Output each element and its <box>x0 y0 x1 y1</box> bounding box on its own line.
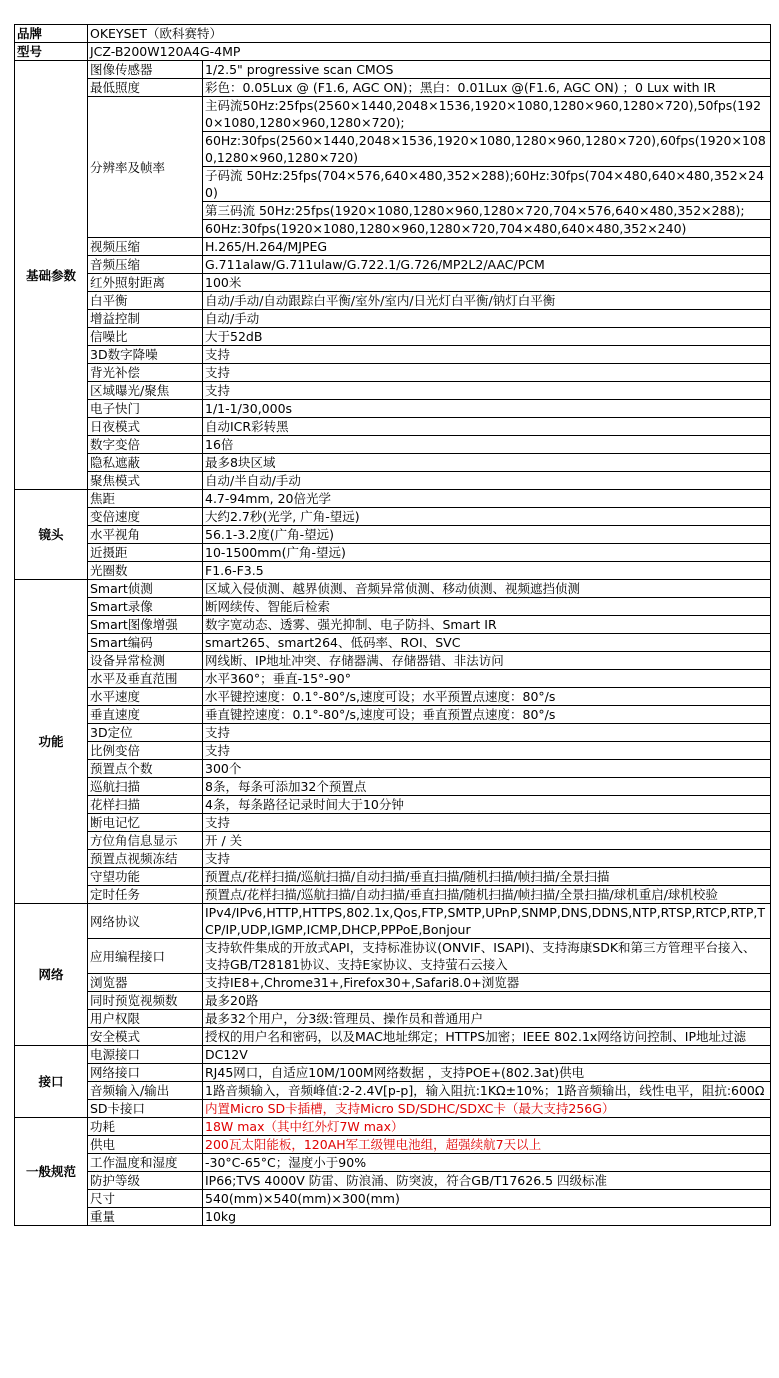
attribute-label: 图像传感器 <box>88 61 203 79</box>
spec-row <box>15 1046 771 1064</box>
attribute-value: 支持IE8+,Chrome31+,Firefox30+,Safari8.0+浏览器 <box>203 974 771 992</box>
attribute-value: IPv4/IPv6,HTTP,HTTPS,802.1x,Qos,FTP,SMTP,UPnP,SNMP,DNS,DDNS,NTP,RTSP,RTCP,RTP,TCP/IP,UDP,IGMP,ICMP,DHCP,PPPoE,Bonjour <box>203 904 771 939</box>
attribute-label: 供电 <box>88 1136 203 1154</box>
attribute-value: 预置点/花样扫描/巡航扫描/自动扫描/垂直扫描/随机扫描/帧扫描/全景扫描 <box>203 868 771 886</box>
attribute-label: 日夜模式 <box>88 418 203 436</box>
attribute-value: 支持 <box>203 346 771 364</box>
attribute-label: 功耗 <box>88 1118 203 1136</box>
attribute-value: 授权的用户名和密码，以及MAC地址绑定；HTTPS加密；IEEE 802.1x网络访问控制、IP地址过滤 <box>203 1028 771 1046</box>
spec-row <box>15 562 771 580</box>
attribute-value: 8条，每条可添加32个预置点 <box>203 778 771 796</box>
spec-row <box>15 992 771 1010</box>
spec-row <box>15 706 771 724</box>
attribute-value: G.711alaw/G.711ulaw/G.722.1/G.726/MP2L2/AAC/PCM <box>203 256 771 274</box>
attribute-value: 水平360°；垂直-15°-90° <box>203 670 771 688</box>
category-label: 网络 <box>15 904 88 1046</box>
attribute-label: 垂直速度 <box>88 706 203 724</box>
attribute-label: 电子快门 <box>88 400 203 418</box>
spec-row <box>15 688 771 706</box>
spec-row <box>15 544 771 562</box>
attribute-label: 水平视角 <box>88 526 203 544</box>
attribute-value: 100米 <box>203 274 771 292</box>
attribute-label: 红外照射距离 <box>88 274 203 292</box>
spec-row <box>15 634 771 652</box>
attribute-value: 300个 <box>203 760 771 778</box>
attribute-label: 预置点视频冻结 <box>88 850 203 868</box>
spec-row <box>15 742 771 760</box>
attribute-label: 最低照度 <box>88 79 203 97</box>
attribute-value: 支持 <box>203 742 771 760</box>
attribute-value: 支持 <box>203 724 771 742</box>
attribute-value: 1/2.5" progressive scan CMOS <box>203 61 771 79</box>
attribute-label: Smart录像 <box>88 598 203 616</box>
category-label: 功能 <box>15 580 88 904</box>
attribute-label: 焦距 <box>88 490 203 508</box>
attribute-value: 自动/半自动/手动 <box>203 472 771 490</box>
spec-row <box>15 778 771 796</box>
attribute-label: 光圈数 <box>88 562 203 580</box>
category-label: 接口 <box>15 1046 88 1118</box>
attribute-value: F1.6-F3.5 <box>203 562 771 580</box>
attribute-value: 水平键控速度：0.1°-80°/s,速度可设；水平预置点速度：80°/s <box>203 688 771 706</box>
model-value: JCZ-B200W120A4G-4MP <box>88 43 771 61</box>
attribute-label: 区域曝光/聚焦 <box>88 382 203 400</box>
attribute-value: 4条，每条路径记录时间大于10分钟 <box>203 796 771 814</box>
attribute-value: 自动ICR彩转黑 <box>203 418 771 436</box>
spec-row <box>15 346 771 364</box>
attribute-value: 200瓦太阳能板，120AH军工级锂电池组，超强续航7天以上 <box>203 1136 771 1154</box>
attribute-value: 大于52dB <box>203 328 771 346</box>
attribute-value: smart265、smart264、低码率、ROI、SVC <box>203 634 771 652</box>
category-label: 基础参数 <box>15 61 88 490</box>
spec-row <box>15 652 771 670</box>
attribute-label: 数字变倍 <box>88 436 203 454</box>
attribute-label: SD卡接口 <box>88 1100 203 1118</box>
attribute-value: 540(mm)×540(mm)×300(mm) <box>203 1190 771 1208</box>
attribute-value: 支持软件集成的开放式API，支持标准协议(ONVIF、ISAPI)、支持海康SDK和第三方管理平台接入、支持GB/T28181协议、支持E家协议、支持萤石云接入 <box>203 939 771 974</box>
attribute-label: 安全模式 <box>88 1028 203 1046</box>
spec-row <box>15 939 771 974</box>
attribute-label: Smart编码 <box>88 634 203 652</box>
spec-row <box>15 974 771 992</box>
spec-row <box>15 1064 771 1082</box>
spec-row <box>15 796 771 814</box>
attribute-label: 防护等级 <box>88 1172 203 1190</box>
attribute-value: 断网续传、智能后检索 <box>203 598 771 616</box>
spec-row <box>15 1028 771 1046</box>
spec-row <box>15 310 771 328</box>
spec-row <box>15 97 771 132</box>
attribute-value: -30°C-65°C；湿度小于90% <box>203 1154 771 1172</box>
category-label: 一般规范 <box>15 1118 88 1226</box>
attribute-label: 比例变倍 <box>88 742 203 760</box>
attribute-label: 巡航扫描 <box>88 778 203 796</box>
attribute-value: 支持 <box>203 364 771 382</box>
attribute-label: 视频压缩 <box>88 238 203 256</box>
spec-row <box>15 598 771 616</box>
attribute-label: 水平速度 <box>88 688 203 706</box>
attribute-label: 音频输入/输出 <box>88 1082 203 1100</box>
attribute-label: 网络协议 <box>88 904 203 939</box>
attribute-label: 守望功能 <box>88 868 203 886</box>
attribute-label: 用户权限 <box>88 1010 203 1028</box>
spec-row <box>15 616 771 634</box>
attribute-value: 大约2.7秒(光学, 广角-望远) <box>203 508 771 526</box>
spec-row <box>15 886 771 904</box>
attribute-value: 预置点/花样扫描/巡航扫描/自动扫描/垂直扫描/随机扫描/帧扫描/全景扫描/球机重启/球机校验 <box>203 886 771 904</box>
spec-row <box>15 472 771 490</box>
attribute-label: 同时预览视频数 <box>88 992 203 1010</box>
spec-row <box>15 1190 771 1208</box>
attribute-value: 垂直键控速度：0.1°-80°/s,速度可设；垂直预置点速度：80°/s <box>203 706 771 724</box>
brand-value: OKEYSET（欧科赛特） <box>88 25 771 43</box>
attribute-value: 网线断、IP地址冲突、存储器满、存储器错、非法访问 <box>203 652 771 670</box>
attribute-label: 尺寸 <box>88 1190 203 1208</box>
spec-row <box>15 418 771 436</box>
spec-row <box>15 1010 771 1028</box>
attribute-value: 支持 <box>203 382 771 400</box>
spec-row <box>15 832 771 850</box>
attribute-value: RJ45网口，自适应10M/100M网络数据 ，支持POE+(802.3at)供电 <box>203 1064 771 1082</box>
spec-row <box>15 760 771 778</box>
attribute-label: 3D数字降噪 <box>88 346 203 364</box>
attribute-label: 定时任务 <box>88 886 203 904</box>
spec-row <box>15 490 771 508</box>
model-row <box>15 43 771 61</box>
attribute-value: IP66;TVS 4000V 防雷、防浪涌、防突波，符合GB/T17626.5 四级标准 <box>203 1172 771 1190</box>
attribute-value: 10kg <box>203 1208 771 1226</box>
attribute-value: 1路音频输入，音频峰值:2-2.4V[p-p]，输入阻抗:1KΩ±10%；1路音频输出，线性电平，阻抗:600Ω <box>203 1082 771 1100</box>
attribute-label: 信噪比 <box>88 328 203 346</box>
spec-row <box>15 1154 771 1172</box>
attribute-value: 60Hz:30fps(2560×1440,2048×1536,1920×1080,1280×960,1280×720),60fps(1920×1080,1280×960,1280×720) <box>203 132 771 167</box>
attribute-value: 区域入侵侦测、越界侦测、音频异常侦测、移动侦测、视频遮挡侦测 <box>203 580 771 598</box>
attribute-label: 变倍速度 <box>88 508 203 526</box>
spec-row <box>15 1172 771 1190</box>
spec-row <box>15 256 771 274</box>
model-label: 型号 <box>15 43 88 61</box>
attribute-value: 10-1500mm(广角-望远) <box>203 544 771 562</box>
spec-sheet <box>14 24 770 1226</box>
spec-row <box>15 508 771 526</box>
attribute-value: 最多20路 <box>203 992 771 1010</box>
attribute-label: 3D定位 <box>88 724 203 742</box>
spec-row <box>15 454 771 472</box>
spec-row <box>15 580 771 598</box>
attribute-label: Smart图像增强 <box>88 616 203 634</box>
spec-row <box>15 400 771 418</box>
spec-table <box>14 24 771 1226</box>
spec-row <box>15 328 771 346</box>
brand-row <box>15 25 771 43</box>
attribute-value: 16倍 <box>203 436 771 454</box>
spec-row <box>15 1082 771 1100</box>
spec-row <box>15 1136 771 1154</box>
attribute-value: 自动/手动/自动跟踪白平衡/室外/室内/日光灯白平衡/钠灯白平衡 <box>203 292 771 310</box>
spec-row <box>15 526 771 544</box>
attribute-label: 断电记忆 <box>88 814 203 832</box>
attribute-value: 第三码流 50Hz:25fps(1920×1080,1280×960,1280×720,704×576,640×480,352×288); <box>203 202 771 220</box>
spec-row <box>15 61 771 79</box>
attribute-label: 工作温度和湿度 <box>88 1154 203 1172</box>
attribute-value: 自动/手动 <box>203 310 771 328</box>
spec-row <box>15 382 771 400</box>
attribute-label: 分辨率及帧率 <box>88 97 203 238</box>
attribute-value: 内置Micro SD卡插槽，支持Micro SD/SDHC/SDXC卡（最大支持256G） <box>203 1100 771 1118</box>
spec-row <box>15 364 771 382</box>
spec-row <box>15 274 771 292</box>
attribute-label: 网络接口 <box>88 1064 203 1082</box>
spec-row <box>15 292 771 310</box>
attribute-label: 隐私遮蔽 <box>88 454 203 472</box>
spec-row <box>15 670 771 688</box>
attribute-value: 4.7-94mm, 20倍光学 <box>203 490 771 508</box>
attribute-label: 增益控制 <box>88 310 203 328</box>
spec-row <box>15 850 771 868</box>
attribute-value: 主码流50Hz:25fps(2560×1440,2048×1536,1920×1080,1280×960,1280×720),50fps(1920×1080,1280×960,1280×720); <box>203 97 771 132</box>
attribute-value: 开 / 关 <box>203 832 771 850</box>
attribute-value: DC12V <box>203 1046 771 1064</box>
attribute-value: 18W max（其中红外灯7W max） <box>203 1118 771 1136</box>
attribute-value: 支持 <box>203 850 771 868</box>
attribute-value: 56.1-3.2度(广角-望远) <box>203 526 771 544</box>
attribute-value: 支持 <box>203 814 771 832</box>
spec-row <box>15 724 771 742</box>
attribute-label: 花样扫描 <box>88 796 203 814</box>
attribute-value: 最多32个用户，分3级:管理员、操作员和普通用户 <box>203 1010 771 1028</box>
attribute-value: 60Hz:30fps(1920×1080,1280×960,1280×720,704×480,640×480,352×240) <box>203 220 771 238</box>
spec-table-body <box>15 25 771 1226</box>
spec-row <box>15 79 771 97</box>
attribute-value: 数字宽动态、透雾、强光抑制、电子防抖、Smart IR <box>203 616 771 634</box>
attribute-label: 背光补偿 <box>88 364 203 382</box>
attribute-label: 白平衡 <box>88 292 203 310</box>
category-label: 镜头 <box>15 490 88 580</box>
spec-row <box>15 436 771 454</box>
attribute-label: 近摄距 <box>88 544 203 562</box>
attribute-value: 子码流 50Hz:25fps(704×576,640×480,352×288);60Hz:30fps(704×480,640×480,352×240) <box>203 167 771 202</box>
spec-row <box>15 238 771 256</box>
attribute-label: 预置点个数 <box>88 760 203 778</box>
attribute-value: 最多8块区域 <box>203 454 771 472</box>
attribute-label: 水平及垂直范围 <box>88 670 203 688</box>
attribute-label: 方位角信息显示 <box>88 832 203 850</box>
spec-row <box>15 1208 771 1226</box>
attribute-label: 聚焦模式 <box>88 472 203 490</box>
attribute-label: 浏览器 <box>88 974 203 992</box>
attribute-value: 1/1-1/30,000s <box>203 400 771 418</box>
spec-row <box>15 814 771 832</box>
attribute-label: 电源接口 <box>88 1046 203 1064</box>
spec-row <box>15 1100 771 1118</box>
attribute-label: 音频压缩 <box>88 256 203 274</box>
spec-row <box>15 1118 771 1136</box>
attribute-value: H.265/H.264/MJPEG <box>203 238 771 256</box>
attribute-label: 应用编程接口 <box>88 939 203 974</box>
spec-row <box>15 868 771 886</box>
spec-row <box>15 904 771 939</box>
attribute-label: Smart侦测 <box>88 580 203 598</box>
brand-label: 品牌 <box>15 25 88 43</box>
attribute-label: 重量 <box>88 1208 203 1226</box>
attribute-value: 彩色：0.05Lux @ (F1.6, AGC ON)；黑白：0.01Lux @(F1.6, AGC ON) ；0 Lux with IR <box>203 79 771 97</box>
attribute-label: 设备异常检测 <box>88 652 203 670</box>
